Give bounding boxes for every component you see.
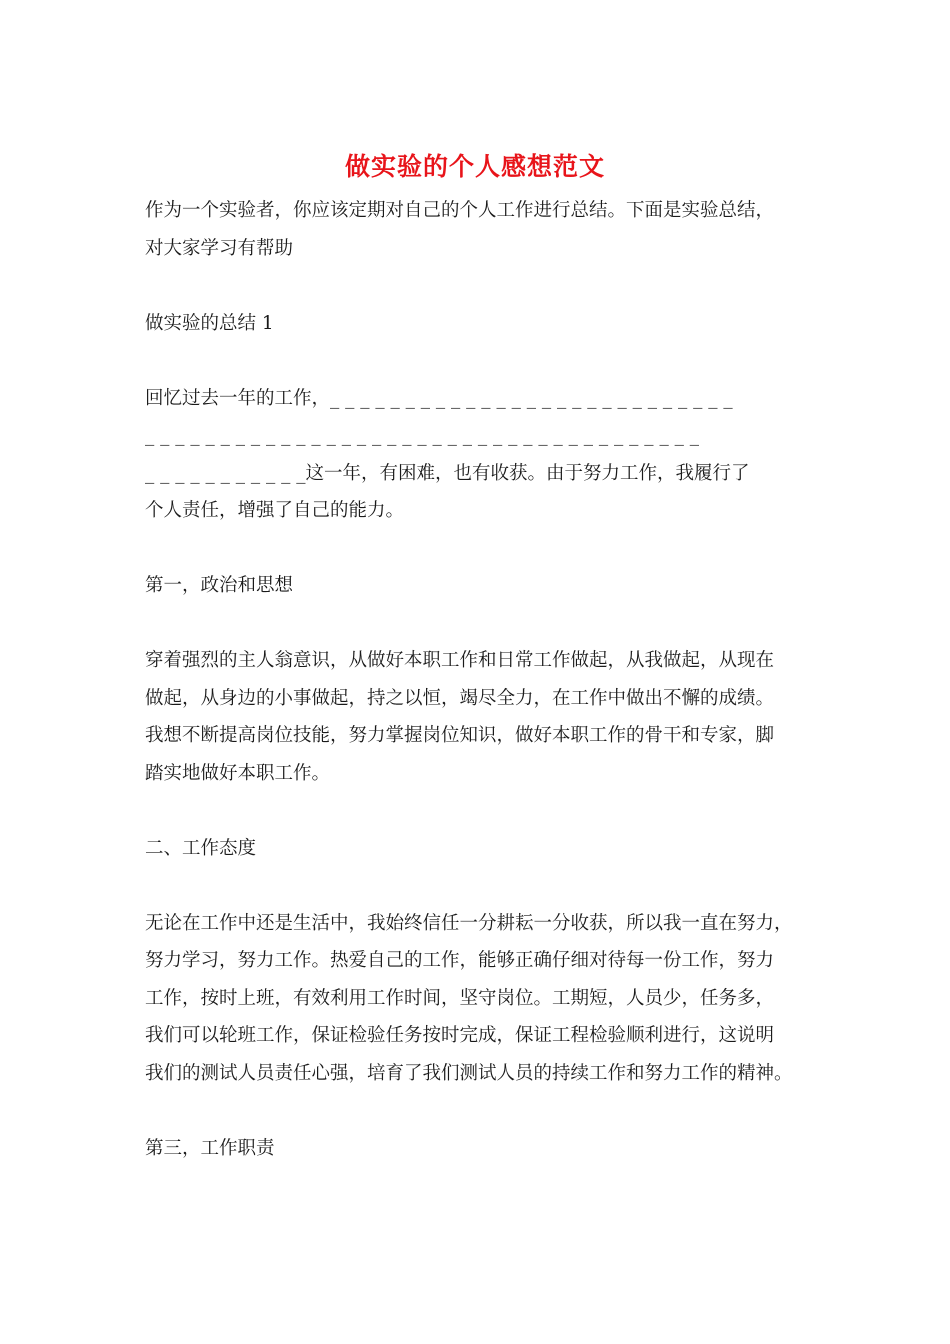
paragraph-line: 穿着强烈的主人翁意识，从做好本职工作和日常工作做起，从我做起，从现在: [145, 650, 775, 671]
paragraph-gap: [145, 267, 815, 305]
section-heading: 第一，政治和思想: [145, 575, 294, 596]
section-heading: 二、工作态度: [145, 837, 257, 859]
paragraph-line: 对大家学习有帮助: [145, 237, 294, 259]
paragraph-gap: [145, 1092, 815, 1130]
section-heading: 做实验的总结 1: [145, 312, 274, 334]
section-heading: 第三，工作职责: [145, 1137, 275, 1159]
document-title: 做实验的个人感想范文: [344, 152, 605, 181]
paragraph-line: 我想不断提高岗位技能，努力掌握岗位知识，做好本职工作的骨干和专家，脚: [145, 725, 775, 746]
paragraph-gap: [145, 530, 815, 568]
paragraph-gap: [145, 792, 815, 830]
paragraph-line: 工作，按时上班，有效利用工作时间，坚守岗位。工期短，人员少，任务多，: [145, 987, 775, 1009]
paragraph-line: 无论在工作中还是生活中，我始终信任一分耕耘一分收获，所以我一直在努力，: [145, 912, 793, 934]
paragraph-line: 个人责任，增强了自己的能力。: [145, 500, 405, 521]
paragraph-line: _ _ _ _ _ _ _ _ _ _ _ _ _ _ _ _ _ _ _ _ _ _ _ _ _ _ _ _ _ _ _ _ _ _ _ _ _: [145, 425, 699, 446]
paragraph-gap: [145, 342, 815, 380]
document-body: [145, 192, 815, 1167]
paragraph-line: 努力学习，努力工作。热爱自己的工作，能够正确仔细对待每一份工作，努力: [145, 950, 775, 971]
paragraph-gap: [145, 605, 815, 643]
paragraph-line: 我们的测试人员责任心强，培育了我们测试人员的持续工作和努力工作的精神。: [145, 1062, 793, 1084]
paragraph-gap: [145, 867, 815, 905]
paragraph-line: _ _ _ _ _ _ _ _ _ _ _这一年，有困难，也有收获。由于努力工作，我履行了: [145, 462, 750, 484]
paragraph-line: 回忆过去一年的工作，_ _ _ _ _ _ _ _ _ _ _ _ _ _ _ _ _ _ _ _ _ _ _ _ _ _ _: [145, 387, 733, 409]
paragraph-line: 踏实地做好本职工作。: [145, 762, 331, 784]
paragraph-line: 我们可以轮班工作，保证检验任务按时完成，保证工程检验顺利进行，这说明: [145, 1025, 775, 1046]
paragraph-line: 做起，从身边的小事做起，持之以恒，竭尽全力，在工作中做出不懈的成绩。: [145, 687, 775, 709]
paragraph-line: 作为一个实验者，你应该定期对自己的个人工作进行总结。下面是实验总结，: [145, 200, 775, 221]
